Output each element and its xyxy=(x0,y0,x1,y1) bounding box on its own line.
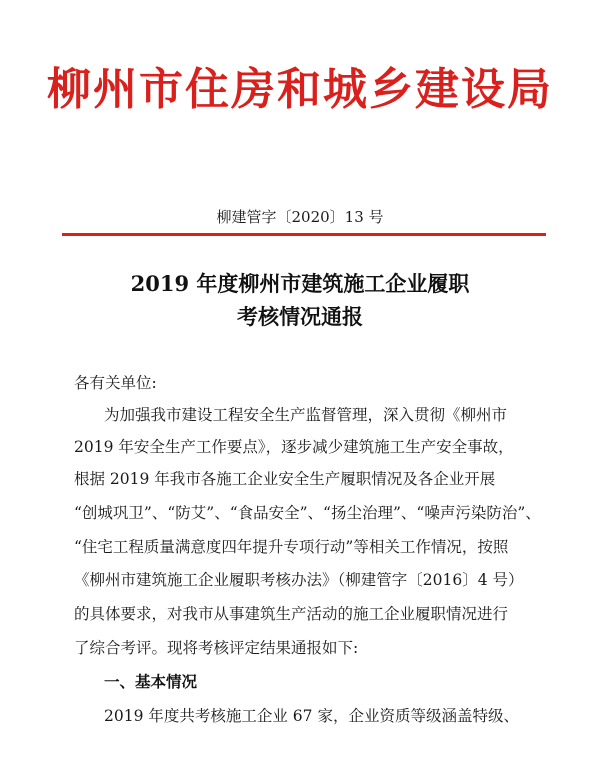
paragraph-line-4: “创城巩卫”、“防艾”、“食品安全”、“扬尘治理”、“噪声污染防治”、 xyxy=(74,504,541,522)
paragraph-line-8: 了综合考评。现将考核评定结果通报如下: xyxy=(74,639,359,657)
red-divider-line xyxy=(62,233,546,236)
paragraph-line-7: 的具体要求，对我市从事建筑生产活动的施工企业履职情况进行 xyxy=(74,605,509,623)
document-number: 柳建管字〔2020〕13 号 xyxy=(216,208,384,226)
section-heading-basic-info: 一、基本情况 xyxy=(104,672,198,691)
salutation: 各有关单位: xyxy=(74,374,157,392)
notice-title-line-1: 2019 年度柳州市建筑施工企业履职 xyxy=(130,271,470,296)
paragraph-line-2: 2019 年安全生产工作要点》，逐步减少建筑施工生产安全事故， xyxy=(74,438,514,456)
paragraph-line-3: 根据 2019 年我市各施工企业安全生产履职情况及各企业开展 xyxy=(74,470,496,488)
agency-header-title: 柳州市住房和城乡建设局 xyxy=(47,64,553,115)
paragraph-line-5: “住宅工程质量满意度四年提升专项行动”等相关工作情况，按照 xyxy=(74,538,509,556)
paragraph-line-6: 《柳州市建筑施工企业履职考核办法》（柳建管字〔2016〕4 号） xyxy=(74,571,524,589)
notice-title-line-2: 考核情况通报 xyxy=(237,304,363,329)
section-line-1: 2019 年度共考核施工企业 67 家，企业资质等级涵盖特级、 xyxy=(104,707,519,725)
paragraph-line-1: 为加强我市建设工程安全生产监督管理，深入贯彻《柳州市 xyxy=(104,406,508,424)
